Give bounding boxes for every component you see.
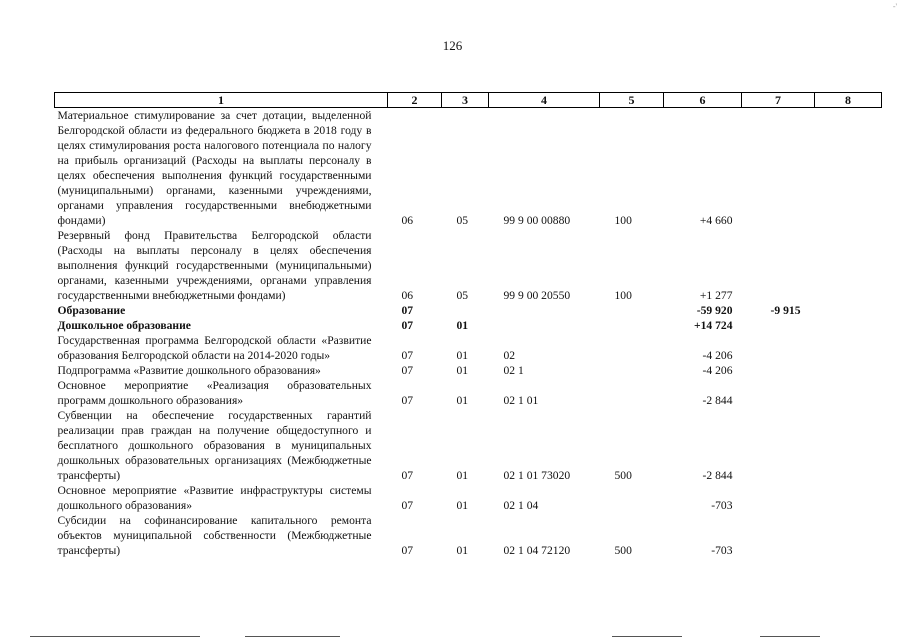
row-amount-8 <box>815 513 882 558</box>
row-name: Образование <box>57 304 126 317</box>
row-section: 07 <box>401 319 414 332</box>
row-amount-6: -2 844 <box>702 394 733 407</box>
row-amount-8 <box>815 363 882 378</box>
row-subsection: 01 <box>456 364 469 377</box>
table-row <box>55 363 882 378</box>
col-header-2: 2 <box>388 93 442 108</box>
row-amount-7: -9 915 <box>770 304 801 317</box>
row-amount-7 <box>742 408 815 483</box>
row-section: 06 <box>401 214 414 227</box>
col-header-3: 3 <box>442 93 489 108</box>
row-amount-6: +14 724 <box>694 319 733 332</box>
row-amount-6: -703 <box>711 544 733 557</box>
row-section: 07 <box>401 394 414 407</box>
row-amount-6: -2 844 <box>702 469 733 482</box>
row-section: 07 <box>401 544 414 557</box>
row-name: Субсидии на софинансирование капитального ремонта объектов муниципальной собственности (Межбюджетные трансферты) <box>57 514 372 557</box>
row-amount-7 <box>742 108 815 229</box>
row-amount-6: -4 206 <box>702 349 733 362</box>
row-amount-6: +1 277 <box>699 289 733 302</box>
row-target-article <box>489 303 600 318</box>
row-amount-8 <box>815 408 882 483</box>
row-target-article: 02 1 04 <box>503 499 539 512</box>
row-amount-7 <box>742 363 815 378</box>
header-row <box>55 93 882 108</box>
page-number: 126 <box>442 38 463 53</box>
col-header-6: 6 <box>664 93 742 108</box>
table-row <box>55 513 882 558</box>
row-amount-7 <box>742 483 815 513</box>
row-subsection: 01 <box>456 349 469 362</box>
scan-edge-line <box>612 636 682 637</box>
row-amount-6: -59 920 <box>696 304 733 317</box>
scan-edge-line <box>760 636 820 637</box>
row-amount-6: -703 <box>711 499 733 512</box>
row-target-article: 02 1 01 73020 <box>503 469 571 482</box>
row-name: Субвенции на обеспечение государственных гарантий реализации прав граждан на получение общедоступного и бесплатного дошкольного образования в муниципальных дошкольных образовательных организациях (Межбюджетные трансферты) <box>57 409 372 482</box>
row-expense-type <box>600 483 664 513</box>
row-expense-type <box>600 378 664 408</box>
row-section: 07 <box>401 349 414 362</box>
row-amount-8 <box>815 318 882 333</box>
row-section: 07 <box>401 364 414 377</box>
col-header-7: 7 <box>742 93 815 108</box>
row-expense-type <box>600 318 664 333</box>
row-target-article: 02 1 <box>503 364 524 377</box>
row-subsection: 01 <box>456 469 469 482</box>
row-name: Резервный фонд Правительства Белгородской области (Расходы на выплаты персоналу в целях обеспечения выполнения функций государственными (муниципальными) органами, казенными учреждениями, органами управления государственными внебюджетными фондами) <box>57 229 372 302</box>
row-expense-type: 500 <box>614 544 632 557</box>
row-name: Материальное стимулирование за счет дотации, выделенной Белгородской области из федерального бюджета в 2018 году в целях стимулирования роста налогового потенциала по налогу на прибыль организаций (Расходы на выплаты персоналу в целях обеспечения выполнения функций государственными (муниципальными) органами, казенными учреждениями, органами управления государственными внебюджетными фондами) <box>57 109 372 227</box>
row-subsection: 01 <box>456 319 469 332</box>
row-amount-8 <box>815 333 882 363</box>
row-amount-8 <box>815 378 882 408</box>
row-name: Подпрограмма «Развитие дошкольного образования» <box>57 364 321 377</box>
scan-edge-line <box>245 636 340 637</box>
row-amount-8 <box>815 483 882 513</box>
row-subsection: 01 <box>456 499 469 512</box>
table-row <box>55 108 882 229</box>
row-target-article: 02 <box>503 349 516 362</box>
row-amount-7 <box>742 318 815 333</box>
row-target-article: 02 1 04 72120 <box>503 544 571 557</box>
row-target-article: 99 9 00 00880 <box>503 214 571 227</box>
row-name: Основное мероприятие «Развитие инфраструктуры системы дошкольного образования» <box>57 484 372 512</box>
row-amount-7 <box>742 513 815 558</box>
row-section: 06 <box>401 289 414 302</box>
table-row <box>55 378 882 408</box>
row-amount-6: -4 206 <box>702 364 733 377</box>
row-expense-type: 100 <box>614 214 632 227</box>
table-body <box>55 108 882 559</box>
row-target-article: 99 9 00 20550 <box>503 289 571 302</box>
row-section: 07 <box>401 469 414 482</box>
row-expense-type: 100 <box>614 289 632 302</box>
row-section: 07 <box>401 304 414 317</box>
row-amount-7 <box>742 333 815 363</box>
row-subsection: 01 <box>456 544 469 557</box>
row-amount-6: +4 660 <box>699 214 733 227</box>
row-amount-7 <box>742 378 815 408</box>
row-amount-8 <box>815 303 882 318</box>
table-row <box>55 333 882 363</box>
row-name: Государственная программа Белгородской области «Развитие образования Белгородской области на 2014-2020 годы» <box>57 334 372 362</box>
row-expense-type <box>600 363 664 378</box>
table-row <box>55 228 882 303</box>
row-expense-type <box>600 333 664 363</box>
row-target-article: 02 1 01 <box>503 394 539 407</box>
table-row <box>55 408 882 483</box>
table-header <box>55 93 882 108</box>
row-subsection <box>442 303 489 318</box>
row-amount-8 <box>815 108 882 229</box>
row-name: Дошкольное образование <box>57 319 191 332</box>
row-expense-type <box>600 303 664 318</box>
scan-edge-line <box>30 636 200 637</box>
col-header-1: 1 <box>55 93 388 108</box>
budget-table <box>54 92 882 558</box>
row-expense-type: 500 <box>614 469 632 482</box>
row-subsection: 05 <box>456 214 469 227</box>
row-section: 07 <box>401 499 414 512</box>
row-amount-7 <box>742 228 815 303</box>
table-row <box>55 483 882 513</box>
row-subsection: 05 <box>456 289 469 302</box>
col-header-4: 4 <box>489 93 600 108</box>
scan-corner-mark: -' <box>892 2 897 11</box>
row-subsection: 01 <box>456 394 469 407</box>
row-target-article <box>489 318 600 333</box>
table-row <box>55 303 882 318</box>
row-amount-8 <box>815 228 882 303</box>
col-header-8: 8 <box>815 93 882 108</box>
col-header-5: 5 <box>600 93 664 108</box>
row-name: Основное мероприятие «Реализация образовательных программ дошкольного образования» <box>57 379 372 407</box>
table-row <box>55 318 882 333</box>
